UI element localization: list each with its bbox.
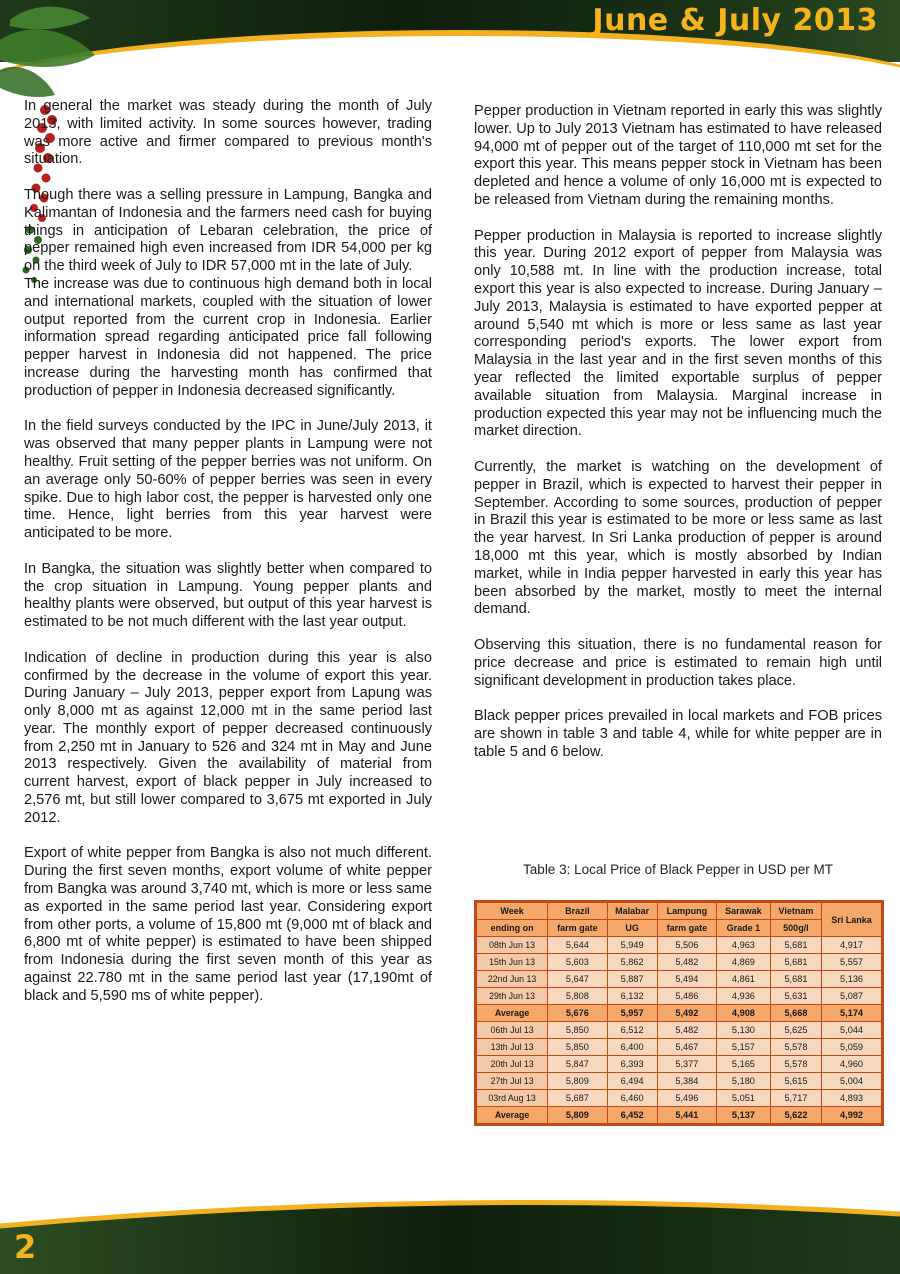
price-cell: 4,893	[822, 1090, 883, 1107]
column-subheader: Grade 1	[717, 920, 771, 937]
table-row	[476, 988, 883, 1005]
week-cell: 20th Jul 13	[476, 1056, 548, 1073]
week-cell: 08th Jun 13	[476, 937, 548, 954]
page-number: 2	[14, 1228, 37, 1266]
price-cell: 5,130	[717, 1022, 771, 1039]
price-cell: 5,603	[548, 954, 607, 971]
price-cell: 5,578	[770, 1039, 821, 1056]
price-cell: 4,917	[822, 937, 883, 954]
footer-band	[0, 1196, 900, 1274]
table-row	[476, 971, 883, 988]
week-cell: Average	[476, 1005, 548, 1022]
price-cell: 5,441	[657, 1107, 716, 1125]
price-cell: 5,165	[717, 1056, 771, 1073]
paragraph: In general the market was steady during the month of July 2013, with limited activity. In some sources however, trading was more active and firmer compared to previous month's situation.	[24, 98, 432, 168]
price-cell: 5,631	[770, 988, 821, 1005]
price-cell: 5,494	[657, 971, 716, 988]
price-cell: 5,949	[607, 937, 657, 954]
price-cell: 5,647	[548, 971, 607, 988]
price-cell: 5,625	[770, 1022, 821, 1039]
issue-title: June & July 2013	[592, 3, 878, 38]
price-cell: 5,668	[770, 1005, 821, 1022]
price-cell: 5,136	[822, 971, 883, 988]
price-cell: 4,936	[717, 988, 771, 1005]
price-cell: 5,809	[548, 1107, 607, 1125]
week-cell: 22nd Jun 13	[476, 971, 548, 988]
left-column	[24, 98, 432, 1023]
week-cell: 06th Jul 13	[476, 1022, 548, 1039]
table-row	[476, 937, 883, 954]
price-cell: 4,963	[717, 937, 771, 954]
price-cell: 6,460	[607, 1090, 657, 1107]
price-cell: 5,482	[657, 1022, 716, 1039]
price-cell: 6,400	[607, 1039, 657, 1056]
column-header: Vietnam	[770, 902, 821, 920]
price-cell: 5,687	[548, 1090, 607, 1107]
price-cell: 5,862	[607, 954, 657, 971]
price-cell: 5,681	[770, 971, 821, 988]
paragraph: Indication of decline in production during this year is also confirmed by the decrease in the volume of export this year. During January – July 2013, pepper export from Lapung was only 8,000 mt as against 12,000 mt in the same period last year. The monthly export of pepper decreased continuously from 2,250 mt in January to 526 and 324 mt in May and June 2013 respectively. Given the availability of material from current harvest, export of black pepper in July increased to 2,576 mt, but still lower compared to 3,675 mt exported in July 2012.	[24, 649, 432, 826]
table-row	[476, 1073, 883, 1090]
price-cell: 5,676	[548, 1005, 607, 1022]
column-subheader: farm gate	[657, 920, 716, 937]
paragraph: Pepper production in Vietnam reported in early this was slightly lower. Up to July 2013 Vietnam has estimated to have released 94,000 mt of pepper out of the target of 110,000 mt set for the export this year. This means pepper stock in Vietnam has been depleted and hence a volume of only 16,000 mt is expected to be released from Vietnam during the remaining months.	[474, 103, 882, 208]
price-cell: 5,717	[770, 1090, 821, 1107]
price-cell: 5,808	[548, 988, 607, 1005]
column-header: Lampung	[657, 902, 716, 920]
price-cell: 6,494	[607, 1073, 657, 1090]
price-cell: 4,992	[822, 1107, 883, 1125]
price-table	[474, 900, 884, 1126]
price-cell: 5,622	[770, 1107, 821, 1125]
table-caption: Table 3: Local Price of Black Pepper in USD per MT	[523, 862, 833, 877]
paragraph: Though there was a selling pressure in Lampung, Bangka and Kalimantan of Indonesia and the farmers need cash for buying things in anticipation of Lebaran celebration, the price of pepper remained high even increased from IDR 54,000 per kg on the third week of July to IDR 57,000 mt in the late of July.	[24, 186, 432, 275]
column-subheader: farm gate	[548, 920, 607, 937]
paragraph: In the field surveys conducted by the IPC in June/July 2013, it was observed that many pepper plants in Lampung were not healthy. Fruit setting of the pepper berries was not uniform. On an average only 50-60% of pepper berries was seen in every spike. Due to high labor cost, the pepper is harvested only one time. Hence, light berries from this year harvest were anticipated to be more.	[24, 418, 432, 542]
price-cell: 5,850	[548, 1039, 607, 1056]
average-row	[476, 1005, 883, 1022]
price-cell: 5,377	[657, 1056, 716, 1073]
paragraph: Export of white pepper from Bangka is also not much different. During the first seven months, export volume of white pepper from Bangka was around 3,740 mt, which is more or less same as exported in the same period last year. Considering export from other ports, a volume of 15,800 mt (9,000 mt of black and 6,800 mt of white pepper) is estimated to have been shipped from Indonesia during the first seven month of this year as against 22.780 mt in the same period last year (17,190mt of black and 5,590 ms of white pepper).	[24, 845, 432, 1004]
week-cell: 29th Jun 13	[476, 988, 548, 1005]
price-cell: 5,157	[717, 1039, 771, 1056]
paragraph: Pepper production in Malaysia is reported to increase slightly this year. During 2012 export of pepper from Malaysia was only 10,588 mt. In line with the production increase, total export this year is also expected to increase. During January – July 2013, Malaysia is estimated to have exported pepper at around 5,540 mt which is more or less same as last year corresponding period's exports. The lower export from Malaysia in the last year and in the first seven months of this year reflected the limited exportable surplus of pepper available situation from Malaysia. Marginal increase in production expected this year may not be influencing much the market direction.	[474, 227, 882, 440]
table-row	[476, 1039, 883, 1056]
table-header-row	[476, 920, 883, 937]
column-header: Sri Lanka	[822, 902, 883, 937]
table-row	[476, 1056, 883, 1073]
price-cell: 5,850	[548, 1022, 607, 1039]
price-cell: 5,557	[822, 954, 883, 971]
price-cell: 5,482	[657, 954, 716, 971]
price-cell: 4,908	[717, 1005, 771, 1022]
paragraph: Observing this situation, there is no fundamental reason for price decrease and price is estimated to remain high until significant development in production takes place.	[474, 636, 882, 689]
price-cell: 5,681	[770, 937, 821, 954]
price-cell: 5,051	[717, 1090, 771, 1107]
price-cell: 4,861	[717, 971, 771, 988]
price-cell: 5,681	[770, 954, 821, 971]
price-cell: 6,512	[607, 1022, 657, 1039]
price-cell: 6,393	[607, 1056, 657, 1073]
column-subheader: UG	[607, 920, 657, 937]
price-cell: 5,847	[548, 1056, 607, 1073]
week-cell: 13th Jul 13	[476, 1039, 548, 1056]
price-cell: 5,087	[822, 988, 883, 1005]
price-cell: 5,506	[657, 937, 716, 954]
price-cell: 5,887	[607, 971, 657, 988]
price-cell: 5,467	[657, 1039, 716, 1056]
price-cell: 5,578	[770, 1056, 821, 1073]
week-cell: 27th Jul 13	[476, 1073, 548, 1090]
price-cell: 6,452	[607, 1107, 657, 1125]
price-cell: 5,644	[548, 937, 607, 954]
column-header: Brazil	[548, 902, 607, 920]
paragraph: The increase was due to continuous high demand both in local and international markets, coupled with the situation of lower output reported from the current crop in Indonesia. Earlier information spread regarding anticipated price fall following pepper harvest in Indonesia did not happened. The price increase during the harvesting month has confirmed that production of pepper in Indonesia decreased significantly.	[24, 275, 432, 399]
column-header: Malabar	[607, 902, 657, 920]
price-cell: 5,044	[822, 1022, 883, 1039]
price-cell: 5,059	[822, 1039, 883, 1056]
column-header: Week	[476, 902, 548, 920]
average-row	[476, 1107, 883, 1125]
table-row	[476, 954, 883, 971]
price-cell: 5,180	[717, 1073, 771, 1090]
price-cell: 5,004	[822, 1073, 883, 1090]
price-cell: 5,496	[657, 1090, 716, 1107]
price-cell: 6,132	[607, 988, 657, 1005]
column-header: Sarawak	[717, 902, 771, 920]
table-header-row	[476, 902, 883, 920]
price-cell: 5,615	[770, 1073, 821, 1090]
price-cell: 4,960	[822, 1056, 883, 1073]
right-column	[474, 103, 882, 779]
price-cell: 5,486	[657, 988, 716, 1005]
price-cell: 5,174	[822, 1005, 883, 1022]
price-cell: 5,492	[657, 1005, 716, 1022]
column-subheader: ending on	[476, 920, 548, 937]
paragraph: In Bangka, the situation was slightly better when compared to the crop situation in Lampung. Young pepper plants and healthy plants were observed, but output of this year harvest is estimated to be not much different with the last year output.	[24, 560, 432, 631]
week-cell: 03rd Aug 13	[476, 1090, 548, 1107]
week-cell: Average	[476, 1107, 548, 1125]
table-row	[476, 1090, 883, 1107]
price-cell: 5,384	[657, 1073, 716, 1090]
week-cell: 15th Jun 13	[476, 954, 548, 971]
table-body	[476, 937, 883, 1125]
price-cell: 5,137	[717, 1107, 771, 1125]
paragraph: Black pepper prices prevailed in local markets and FOB prices are shown in table 3 and table 4, while for white pepper are in table 5 and 6 below.	[474, 708, 882, 760]
column-subheader: 500g/l	[770, 920, 821, 937]
table-row	[476, 1022, 883, 1039]
price-cell: 5,809	[548, 1073, 607, 1090]
price-cell: 4,869	[717, 954, 771, 971]
price-cell: 5,957	[607, 1005, 657, 1022]
paragraph: Currently, the market is watching on the development of pepper in Brazil, which is expected to harvest their pepper in September. According to some sources, production of pepper in Brazil this year is estimated to be more or less same as last the year harvest. In Sri Lanka production of pepper is around 18,000 mt this year, which is mostly absorbed by Indian market, while in India pepper harvested in early this year has been absorbed by the market, mostly to meet the internal demand.	[474, 458, 882, 618]
